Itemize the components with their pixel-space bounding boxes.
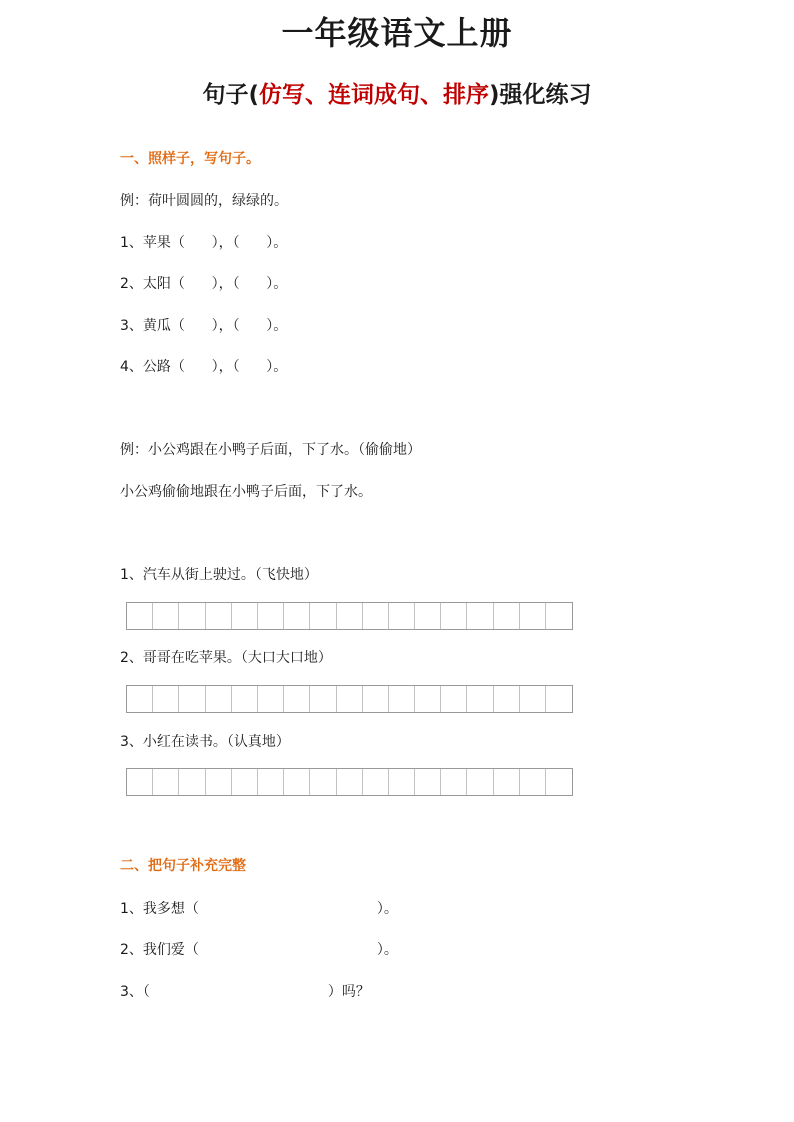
example-2-answer: 小公鸡偷偷地跟在小鸭子后面，下了水。 bbox=[120, 484, 372, 500]
subtitle-highlight: 仿写、连词成句、排序 bbox=[259, 82, 489, 108]
exercise-item: 1、苹果（ ），（ ）。 bbox=[120, 235, 288, 251]
exercise-item: 2、我们爱（ ）。 bbox=[120, 942, 398, 958]
subtitle-suffix: )强化练习 bbox=[489, 82, 592, 108]
exercise-item: 2、太阳（ ），（ ）。 bbox=[120, 276, 288, 292]
page-title: 一年级语文上册 bbox=[281, 14, 513, 52]
example-1: 例：荷叶圆圆的，绿绿的。 bbox=[120, 193, 288, 209]
section-1-heading: 一、照样子，写句子。 bbox=[120, 151, 260, 167]
exercise-item: 2、哥哥在吃苹果。（大口大口地） bbox=[120, 650, 332, 666]
exercise-item: 3、小红在读书。（认真地） bbox=[120, 734, 290, 750]
writing-grid[interactable] bbox=[126, 685, 573, 713]
subtitle-prefix: 句子( bbox=[202, 82, 259, 108]
exercise-item: 1、汽车从街上驶过。（飞快地） bbox=[120, 567, 318, 583]
exercise-item: 1、我多想（ ）。 bbox=[120, 901, 398, 917]
writing-grid[interactable] bbox=[126, 768, 573, 796]
example-2: 例：小公鸡跟在小鸭子后面，下了水。（偷偷地） bbox=[120, 442, 421, 458]
exercise-item: 3、黄瓜（ ），（ ）。 bbox=[120, 318, 288, 334]
writing-grid[interactable] bbox=[126, 602, 573, 630]
exercise-item: 3、（ ）吗？ bbox=[120, 984, 370, 1000]
exercise-item: 4、公路（ ），（ ）。 bbox=[120, 359, 288, 375]
section-2-heading: 二、把句子补充完整 bbox=[120, 858, 246, 874]
page-subtitle bbox=[0, 80, 794, 110]
